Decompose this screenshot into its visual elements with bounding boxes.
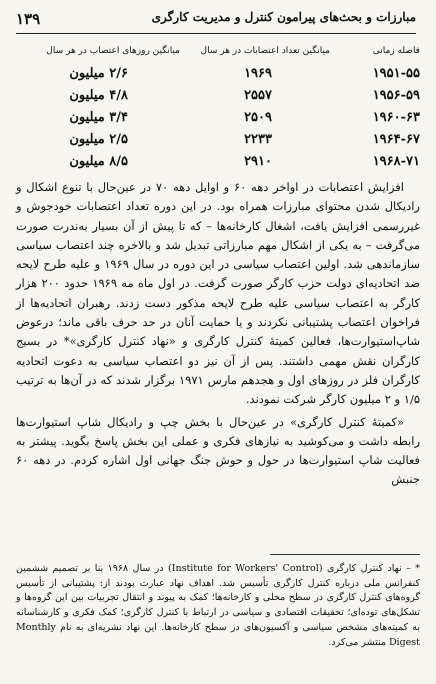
header-rule bbox=[16, 33, 416, 34]
cell-period: ۱۹۵۱-۵۵ bbox=[372, 66, 420, 81]
page-header bbox=[16, 10, 416, 28]
cell-count: ۲۵۵۷ bbox=[244, 88, 272, 103]
column-header-strike-count: میانگین تعداد اعتصابات در هر سال bbox=[200, 46, 330, 56]
paragraph: افزایش اعتصابات در اواخر دهه ۶۰ و اوایل دهه ۷۰ در عین‌حال با تنوع اشکال و رادیکال شدن محتوای مبارزات همراه بود. در این دوره تعداد اعتصابات خودجوش و غیررسمی افزایش یافت، اشغال کارخانه‌ها – که تا پیش از آن بسیار به‌ندرت صورت می‌گرفت – به یکی از اشکال مهم مبارزاتی تبدیل شد و بالاخره چند اعتصاب سیاسی سازماندهی شد. اولین اعتصاب سیاسی در این دوره در سال ۱۹۶۹ و علیه طرح لایحه ضد اتحادیه‌ای دولت حزب کارگر صورت گرفت. در اول ماه مه ۱۹۶۹ حدود ۲۰۰ هزار کارگر به اعتصاب سیاسی علیه طرح لایحه مذکور دست زدند. رهبران اتحادیه‌ها از فراخوان اعتصاب پشتیبانی نکردند و یا حمایت آنان در حد حرف باقی ماند؛ درعوض شاپ‌استیوارت‌ها، فعالین کمیتهٔ کنترل کارگری و «نهاد کنترل کارگری»* در بسیج کارگران نقش مهمی داشتند. پس از آن نیز دو اعتصاب سیاسی به دعوت اتحادیه کارگران فلز در روزهای اول و هجدهم مارس ۱۹۷۱ برگزار شدند که در آن‌ها به ترتیب ۱/۵ و ۲ میلیون کارگر شرکت نمودند. bbox=[16, 180, 421, 407]
cell-days: ۴/۸ میلیون bbox=[69, 88, 128, 103]
cell-count: ۲۵۰۹ bbox=[244, 110, 272, 125]
column-header-period: فاصله زمانی bbox=[372, 46, 420, 56]
cell-days: ۸/۵ میلیون bbox=[69, 154, 128, 169]
cell-count: ۱۹۶۹ bbox=[244, 66, 272, 81]
footnote-text: * – نهاد کنترل کارگری (Institute for Workers' Control) در سال ۱۹۶۸ بنا بر تصمیم ششمین کنفرانس ملی درباره کنترل کارگری تأسیس شد. اهداف نهاد عبارت بودند از: پشتیبانی از تأسیس گروه‌های کنترل کارگری در سطح محلی و کارخانه‌ها؛ کمک به پیوند و انتقال تجربیات بین این گروه‌ها و تشکل‌های توده‌ای؛ تحقیقات اقتصادی و سیاسی در ارتباط با کنترل کارگری؛ کمک فکری و کارشناسانه به کمیته‌های مشخص سیاسی و آکسیون‌های در سطح کارخانه‌ها. این نهاد نشریه‌ای به نام Monthly Digest منتشر می‌کرد. bbox=[16, 563, 421, 648]
cell-days: ۳/۴ میلیون bbox=[69, 110, 128, 125]
running-title: مبارزات و بحث‌های پیرامون کنترل و مدیریت کارگری bbox=[151, 10, 416, 24]
table-row bbox=[20, 128, 420, 150]
table-row bbox=[20, 106, 420, 128]
paragraph: «کمیتهٔ کنترل کارگری» در عین‌حال با بخش چپ و رادیکال شاپ استیوارت‌ها رابطه داشت و می‌کوشید به نیازهای فکری و عملی این بخش پاسخ بگوید. پیشتر به فعالیت شاپ استیوارت‌ها در حول و حوش جنگ جهانی اول اشاره کردم. در دهه ۶۰ جنبش bbox=[16, 414, 420, 487]
table-row bbox=[20, 150, 420, 172]
column-header-strike-days: میانگین روزهای اعتصاب در هر سال bbox=[46, 46, 180, 56]
footnote-rule bbox=[270, 554, 420, 555]
cell-period: ۱۹۶۰-۶۳ bbox=[372, 110, 420, 125]
table-row bbox=[20, 62, 420, 84]
footnote bbox=[16, 562, 420, 650]
table-header-row bbox=[20, 40, 420, 62]
cell-count: ۲۲۳۳ bbox=[244, 132, 272, 147]
cell-count: ۲۹۱۰ bbox=[244, 154, 272, 169]
cell-period: ۱۹۶۸-۷۱ bbox=[372, 154, 420, 169]
table-row bbox=[20, 84, 420, 106]
strike-statistics-table bbox=[20, 40, 420, 172]
page-number: ۱۳۹ bbox=[16, 10, 41, 28]
cell-period: ۱۹۶۴-۶۷ bbox=[372, 132, 420, 147]
cell-days: ۲/۵ میلیون bbox=[69, 132, 128, 147]
cell-days: ۲/۶ میلیون bbox=[69, 66, 128, 81]
body-text bbox=[16, 178, 420, 493]
cell-period: ۱۹۵۶-۵۹ bbox=[372, 88, 420, 103]
